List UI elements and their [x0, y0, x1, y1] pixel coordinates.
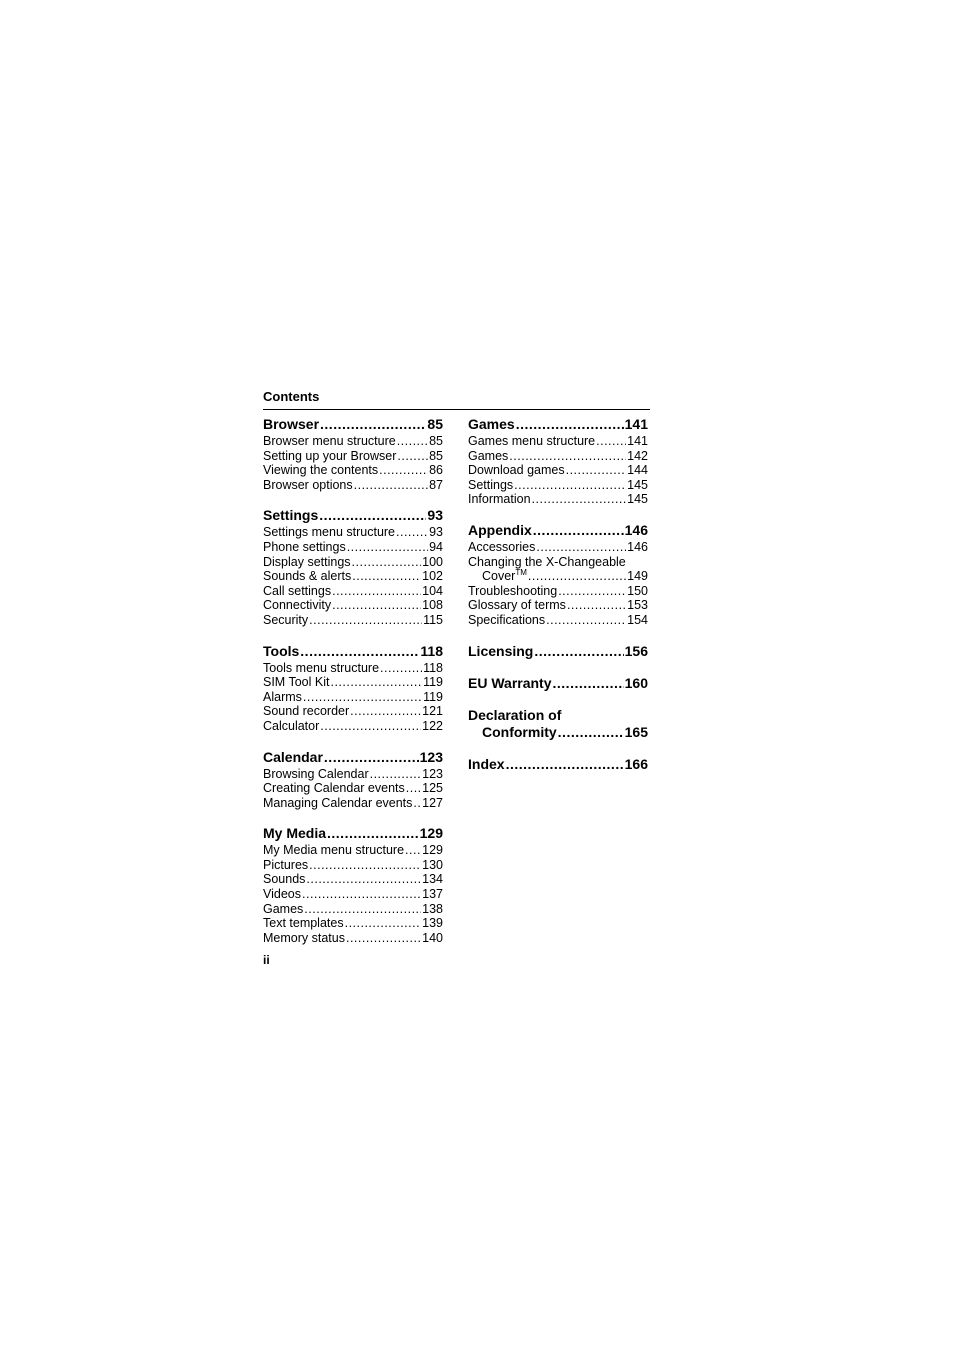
entry-title: Browsing Calendar: [263, 766, 369, 781]
section-page: 93: [427, 507, 443, 524]
entry-title: Connectivity: [263, 598, 332, 613]
toc-entry[interactable]: [468, 613, 648, 628]
section-title: Tools: [263, 642, 300, 659]
dot-leader: [406, 781, 421, 796]
toc-section: [263, 507, 443, 627]
entry-page: 134: [422, 872, 443, 887]
dot-leader: [332, 598, 421, 613]
dot-leader: [396, 525, 428, 540]
section-title: Browser: [263, 416, 320, 432]
dot-leader: [534, 643, 623, 660]
toc-entry[interactable]: [263, 931, 443, 946]
entry-page: 123: [422, 766, 443, 781]
entry-title: Sound recorder: [263, 704, 350, 719]
toc-section: [468, 522, 648, 628]
section-page: 129: [419, 825, 443, 842]
entry-continuation-text: Cover: [482, 569, 516, 584]
section-spacer: [468, 692, 648, 707]
toc-entry[interactable]: [263, 858, 443, 873]
dot-leader: [319, 507, 426, 524]
entry-title: Tools menu structure: [263, 660, 380, 675]
section-spacer: [263, 810, 443, 825]
page-number: ii: [263, 953, 270, 967]
toc-entry[interactable]: [468, 540, 648, 555]
dot-leader: [558, 584, 626, 599]
entry-page: 115: [423, 612, 443, 627]
dot-leader: [303, 690, 422, 705]
toc-entry[interactable]: [263, 690, 443, 705]
dot-leader: [330, 675, 422, 690]
toc-section: [468, 756, 648, 773]
entry-page: 125: [422, 781, 443, 796]
header-rule: [263, 409, 650, 410]
toc-entry[interactable]: [263, 449, 443, 464]
section-title: EU Warranty: [468, 674, 552, 691]
entry-page: 108: [422, 598, 443, 613]
section-title: Declaration of: [468, 706, 562, 723]
dot-leader: [397, 434, 428, 449]
dot-leader: [352, 555, 422, 570]
dot-leader: [596, 434, 626, 449]
dot-leader: [506, 756, 624, 773]
entry-title: Creating Calendar events: [263, 781, 405, 796]
dot-leader: [332, 584, 421, 599]
toc-entry[interactable]: [263, 767, 443, 782]
entry-page: 119: [423, 689, 443, 704]
entry-title: Glossary of terms: [468, 598, 566, 613]
entry-page: 137: [422, 887, 443, 902]
toc-entry[interactable]: [263, 584, 443, 599]
entry-page: 87: [429, 477, 443, 492]
toc-entry[interactable]: [263, 704, 443, 719]
entry-page: 129: [422, 843, 443, 858]
section-title: Games: [468, 416, 515, 432]
section-heading[interactable]: [263, 507, 443, 524]
entry-page: 93: [429, 525, 443, 540]
section-heading[interactable]: [468, 756, 648, 773]
entry-title: Specifications: [468, 612, 546, 627]
dot-leader: [379, 463, 428, 478]
entry-title: Call settings: [263, 583, 332, 598]
section-title: Index: [468, 755, 505, 772]
toc-section: [263, 416, 443, 492]
section-title: Licensing: [468, 642, 534, 659]
section-page: 85: [427, 416, 443, 432]
entry-page: 130: [422, 857, 443, 872]
toc-entry[interactable]: [468, 478, 648, 493]
entry-page: 138: [422, 901, 443, 916]
entry-title: Pictures: [263, 857, 309, 872]
dot-leader: [546, 613, 626, 628]
toc-entry[interactable]: [263, 887, 443, 902]
entry-page: 122: [422, 718, 443, 733]
dot-leader: [347, 540, 428, 555]
entry-title: Phone settings: [263, 539, 346, 554]
entry-title: SIM Tool Kit: [263, 675, 330, 690]
dot-leader: [345, 916, 422, 931]
entry-page: 140: [422, 930, 443, 945]
entry-page: 94: [429, 539, 443, 554]
entry-title: Games menu structure: [468, 434, 596, 448]
entry-title: Information: [468, 492, 531, 507]
entry-title: Browser options: [263, 477, 353, 492]
toc-entry[interactable]: [263, 675, 443, 690]
toc-entry[interactable]: [263, 781, 443, 796]
dot-leader: [380, 661, 422, 676]
toc-section: [263, 749, 443, 811]
section-heading[interactable]: [263, 643, 443, 660]
entry-title: Games: [468, 448, 509, 463]
dot-leader: [320, 416, 426, 433]
toc-section: [468, 675, 648, 692]
toc-section: [263, 643, 443, 734]
section-spacer: [468, 741, 648, 756]
entry-page: 150: [627, 583, 648, 598]
entry-title: Download games: [468, 463, 565, 478]
dot-leader: [567, 598, 626, 613]
entry-title: Text templates: [263, 916, 344, 931]
entry-page: 104: [422, 583, 443, 598]
entry-title: Setting up your Browser: [263, 448, 397, 463]
section-spacer: [468, 628, 648, 643]
toc-section: [263, 825, 443, 945]
page-header: Contents: [263, 389, 320, 404]
toc-section: [468, 416, 648, 507]
dot-leader: [514, 478, 626, 493]
section-page: 160: [624, 674, 648, 691]
dot-leader: [413, 796, 421, 811]
section-page: 123: [419, 748, 443, 765]
entry-page: 139: [422, 916, 443, 931]
dot-leader: [354, 478, 428, 493]
toc-entry-line[interactable]: [468, 555, 648, 570]
entry-page: 153: [627, 598, 648, 613]
entry-page: 146: [627, 539, 648, 554]
toc-entry[interactable]: [468, 584, 648, 599]
toc-right-column: [468, 416, 648, 773]
dot-leader: [566, 463, 627, 478]
entry-title: My Media menu structure: [263, 843, 405, 858]
toc-entry[interactable]: [468, 598, 648, 613]
toc-entry[interactable]: [263, 916, 443, 931]
section-spacer: [263, 734, 443, 749]
dot-leader: [532, 492, 627, 507]
dot-leader: [405, 843, 421, 858]
toc-left-column: [263, 416, 443, 945]
section-spacer: [468, 507, 648, 522]
section-page: 165: [624, 723, 648, 740]
entry-title: Display settings: [263, 554, 351, 569]
toc-entry[interactable]: [263, 902, 443, 917]
section-heading[interactable]: [468, 675, 648, 692]
dot-leader: [320, 719, 421, 734]
dot-leader: [558, 724, 624, 741]
toc-entry[interactable]: [263, 661, 443, 676]
section-page: 146: [624, 521, 648, 538]
entry-page: 121: [422, 704, 443, 719]
section-heading[interactable]: [468, 643, 648, 660]
dot-leader: [553, 675, 624, 692]
toc-entry[interactable]: [263, 613, 443, 628]
entry-title: Games: [263, 901, 304, 916]
section-title: Settings: [263, 507, 319, 524]
dot-leader: [516, 416, 624, 433]
dot-leader: [309, 613, 422, 628]
dot-leader: [309, 858, 421, 873]
entry-page: 100: [422, 554, 443, 569]
section-heading[interactable]: [263, 416, 443, 433]
section-heading[interactable]: [263, 749, 443, 766]
section-heading[interactable]: [468, 724, 648, 741]
dot-leader: [306, 872, 421, 887]
entry-page: 141: [627, 434, 648, 448]
toc-entry[interactable]: [468, 463, 648, 478]
toc-entry[interactable]: [263, 796, 443, 811]
toc-entry[interactable]: [468, 492, 648, 507]
section-page: 166: [624, 755, 648, 772]
section-heading[interactable]: [468, 416, 648, 433]
section-title-continuation: Conformity: [482, 723, 557, 740]
toc-section: [468, 707, 648, 741]
entry-title: Calculator: [263, 718, 320, 733]
entry-title: Security: [263, 612, 309, 627]
dot-leader: [327, 825, 419, 842]
entry-page: 145: [627, 492, 648, 507]
entry-title: Troubleshooting: [468, 583, 558, 598]
dot-leader: [397, 449, 428, 464]
toc-entry[interactable]: [468, 434, 648, 449]
section-page: 156: [624, 642, 648, 659]
dot-leader: [536, 540, 626, 555]
entry-page: 144: [627, 463, 648, 478]
entry-page: 145: [627, 477, 648, 492]
section-title: Calendar: [263, 748, 323, 765]
section-heading[interactable]: [263, 825, 443, 842]
entry-page: 127: [422, 795, 443, 810]
entry-page: 142: [627, 448, 648, 463]
toc-entry[interactable]: [263, 872, 443, 887]
section-spacer: [263, 492, 443, 507]
entry-title: Changing the X-Changeable: [468, 554, 626, 569]
entry-title: Sounds & alerts: [263, 569, 352, 584]
toc-entry[interactable]: [263, 525, 443, 540]
entry-title: Settings: [468, 477, 514, 492]
toc-entry[interactable]: [468, 569, 648, 584]
toc-entry[interactable]: [263, 540, 443, 555]
toc-entry[interactable]: [263, 598, 443, 613]
dot-leader: [300, 643, 419, 660]
entry-title: Accessories: [468, 539, 536, 554]
toc-entry[interactable]: [263, 555, 443, 570]
entry-page: 154: [627, 612, 648, 627]
entry-title-continuation: [482, 569, 527, 584]
section-title: My Media: [263, 825, 327, 842]
toc-section: [468, 643, 648, 660]
toc-entry[interactable]: [263, 478, 443, 493]
entry-title: Viewing the contents: [263, 463, 379, 478]
dot-leader: [509, 449, 626, 464]
dot-leader: [533, 522, 624, 539]
section-title: Appendix: [468, 521, 532, 538]
toc-entry[interactable]: [263, 569, 443, 584]
entry-page: 85: [429, 434, 443, 448]
entry-title: Memory status: [263, 930, 345, 945]
entry-title: Alarms: [263, 689, 302, 704]
section-page: 118: [420, 642, 443, 659]
entry-page: 149: [627, 569, 648, 584]
section-title-line[interactable]: [468, 707, 648, 724]
trademark-superscript: TM: [515, 568, 527, 578]
entry-page: 118: [423, 660, 443, 675]
entry-title: Settings menu structure: [263, 525, 396, 540]
toc-entry[interactable]: [263, 843, 443, 858]
toc-entry[interactable]: [263, 719, 443, 734]
entry-title: Sounds: [263, 872, 306, 887]
entry-title: Managing Calendar events: [263, 795, 413, 810]
dot-leader: [528, 569, 626, 584]
section-page: 141: [624, 416, 648, 432]
section-spacer: [468, 660, 648, 675]
dot-leader: [352, 569, 421, 584]
toc-entry[interactable]: [468, 449, 648, 464]
dot-leader: [304, 902, 421, 917]
entry-page: 102: [422, 569, 443, 584]
section-heading[interactable]: [468, 522, 648, 539]
toc-entry[interactable]: [263, 463, 443, 478]
entry-page: 85: [429, 448, 443, 463]
dot-leader: [350, 704, 421, 719]
dot-leader: [302, 887, 421, 902]
entry-page: 119: [423, 675, 443, 690]
dot-leader: [370, 767, 422, 782]
toc-entry[interactable]: [263, 434, 443, 449]
entry-title: Videos: [263, 887, 301, 902]
entry-title: Browser menu structure: [263, 434, 396, 448]
dot-leader: [346, 931, 421, 946]
section-spacer: [263, 628, 443, 643]
dot-leader: [324, 749, 419, 766]
entry-page: 86: [429, 463, 443, 478]
